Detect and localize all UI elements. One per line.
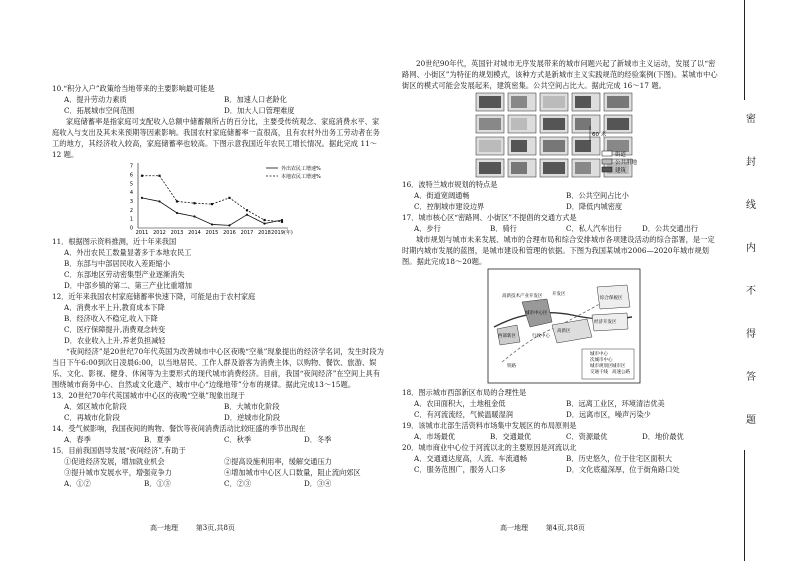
page-footer-left: 高一地理 第3页,共8页 [150,524,235,532]
building-footprint [607,118,629,130]
question-13: 13．20世纪70年代英国城市中心区的夜晚“空巢”现象出现于 [52,391,245,400]
question-18: 18．图示城市西部新区布局的合理性是 [402,388,527,397]
option[interactable]: B．交通最优 [490,432,532,441]
building-footprint [479,118,501,130]
seal-char: 答 [746,372,756,383]
data-point [228,197,230,199]
sub-items-15 [52,456,384,467]
map-legend: 城市区 [612,364,626,369]
option[interactable]: B．骑行 [490,224,517,233]
option[interactable]: C．拓展城市空间范围 [64,106,135,115]
seal-char: 封 [746,157,756,168]
y-tick-label: 0 [129,225,133,232]
building-footprint [479,162,501,174]
data-point [246,209,248,211]
building-footprint [511,162,527,174]
passage-urban-plan: 城市规划与城市未来发展、城市的合理布局和综合安排城市各项建设活动的综合部署，是一定时期内城市发展的蓝图，是城市建设和管理的依据。下图为我国某城市2006—2020年城市规划图。据此完成18～20题。 [402,235,715,266]
building-footprint [543,162,565,174]
x-tick-label: 2016 [223,230,236,236]
question-17: 17．城市核心区“密路网、小街区”不提倡的交通方式是 [402,213,577,222]
map-label: 城市中心区 [525,311,548,316]
map-legend: 高速公路 [612,370,630,375]
options-18 [402,398,718,409]
building-footprint [607,140,629,152]
options-10b [52,105,384,116]
building-footprint [543,140,565,152]
map-label: 经济开发区 [594,320,617,325]
options-14 [52,434,384,445]
sub-item: ④增加城市中心区人口数量，阻止流向郊区 [224,468,361,477]
option[interactable]: B．历史悠久，位于住宅区面积大 [566,454,672,463]
data-point [211,203,213,205]
map-label: 铁路 [507,364,516,369]
data-point [246,214,248,216]
data-point [193,215,195,217]
data-point [158,175,160,177]
sub-item: ③提升城市发展水平，增强竞争力 [64,468,172,477]
x-tick-label: 2013 [170,230,184,236]
legend-public: 公共用地 [615,160,638,166]
series-line [142,198,282,225]
question-11: 11．根据图示资料推测，近十年来我国 [52,237,177,246]
legend-label: 外出农民工增速% [281,165,321,172]
x-tick-label: 2018 [258,230,271,236]
option[interactable]: C．私人汽车出行 [566,224,622,233]
migrant-worker-chart [52,160,384,236]
data-point [141,175,143,177]
building-footprint [511,96,527,108]
city-plan-map [402,267,718,387]
seal-char: 线 [746,200,756,211]
legend-building: 建筑 [615,168,627,174]
data-point [263,222,265,224]
option[interactable]: B．大城市化阶段 [224,402,280,411]
options-15 [52,478,384,489]
y-tick-label: 7 [129,163,133,170]
map-label: 开发区 [552,292,566,297]
data-point [176,200,178,202]
option[interactable]: D．降低内城密度 [566,202,623,211]
passage-new-urbanism: 20世纪90年代，英国针对城市无序发展带来的城市问题兴起了新城市主义运动，发展了以“密路网、小街区”为特征的规划模式，该种方式是新城市主义实践规范的经验案例(下图)。某城市中心街区的模式可能会发展起来，建筑密集。公共空间占比大。据此完成 16～17 题。 [402,59,718,90]
seal-line-bottom [744,450,745,561]
sub-items-15b [52,467,384,478]
legend-street: 街道 [615,152,627,158]
option[interactable]: D．加大人口管理难度 [224,106,295,115]
y-tick-label: 2 [129,207,133,214]
x-tick-label: 2019(年) [271,230,293,236]
seal-char: 不 [746,286,756,297]
seal-char: 得 [746,329,756,340]
option[interactable]: A．外出农民工数量显著多于本地农民工 [64,248,192,257]
option[interactable]: C．东部地区劳动密集型产业逐渐消失 [64,270,185,279]
seal-line-top [744,0,745,100]
building-footprint [543,118,565,130]
data-point [228,224,230,226]
option[interactable]: D．③④ [304,479,332,488]
seal-notice [739,110,763,454]
data-point [281,221,283,223]
question-14: 14．受气候影响，我国夜间的购物、餐饮等夜间消费活动比较旺盛的季节出现在 [52,424,306,433]
option[interactable]: A．市场最优 [414,432,456,441]
option[interactable]: A．街道宽阔通畅 [414,191,470,200]
options-10 [52,94,384,105]
page-footer-right: 高一地理 第4页,共8页 [500,524,585,532]
map-legend: 次城市中心 [590,358,613,363]
options-17 [402,223,718,234]
y-tick-label: 5 [129,181,133,188]
option[interactable]: C．资源最优 [566,432,608,441]
y-tick-label: 3 [129,199,133,206]
left-page [52,0,384,489]
data-point [263,219,265,221]
options-20 [402,453,718,464]
option[interactable]: C．秋季 [224,435,252,444]
building-footprint [511,118,527,130]
data-point [141,197,143,199]
option[interactable]: B．经济收入不稳定,收入下降 [64,314,158,323]
options-13 [52,401,384,412]
seal-char: 内 [746,243,756,254]
option[interactable]: D．农业收入上升,养老负担减轻 [64,336,166,345]
y-tick-label: 4 [129,190,133,197]
building-footprint [543,96,565,108]
building-footprint [575,162,591,174]
option[interactable]: C．控制城市建设边界 [414,202,485,211]
seal-char: 题 [746,415,756,426]
map-label: 西部新区 [498,334,516,339]
option[interactable]: B．公共空间占比小 [566,191,629,200]
x-tick-label: 2011 [135,230,149,236]
option[interactable]: A．郊区城市化阶段 [64,402,127,411]
legend-street-swatch [602,151,612,156]
right-page [402,0,718,475]
options-13b [52,412,384,423]
question-20: 20．城市商业中心位于河流以北的主要原因是河流以北 [402,443,577,452]
option[interactable]: D．地价最优 [642,432,684,441]
map-label: 行政中心 [532,334,550,339]
question-15: 15．目前我国倡导发展“夜间经济”,有助于 [52,446,186,455]
legend-public-swatch [602,159,612,164]
x-tick-label: 2015 [205,230,219,236]
option[interactable]: D．远离市区，噪声污染少 [566,410,651,419]
question-19: 19．该城市北部生活资料市场集中发展区的布局原则是 [402,421,577,430]
scale-label: 60 米 [592,132,607,138]
passage-night-economy: “夜间经济”是20世纪70年代英国为改善城市中心区夜晚“空巢”现象提出的经济学名词，发生时段为当日下午6:00到次日凌晨6:00，以当地居民、工作人群及游客为消费主体，以购物、餐饮、旅游、娱乐、文化、影视、健身、休闲等为主要形式的现代城市消费经济。目前，我国“夜间经济”在空间上具有围绕城市商务中心、自然或文化遗产、城市中心“边缘地带”分布的规律。据此完成13～15题。 [52,347,385,389]
building-footprint [607,96,629,108]
building-footprint [479,140,501,152]
data-point [176,212,178,214]
data-point [193,202,195,204]
option[interactable]: C．医疗保障提升,消费观念转变 [64,325,166,334]
block-grid-figure [402,91,718,179]
sub-item: ①促进经济发展，增加就业机会 [64,457,165,466]
option[interactable]: A．①② [64,479,91,488]
option[interactable]: B．夏季 [144,435,171,444]
option[interactable]: B．加速人口老龄化 [224,95,287,104]
data-point [211,223,213,225]
question-16: 16．波特兰城市规划的特点是 [402,180,498,189]
option[interactable]: D．冬季 [304,435,332,444]
option[interactable]: C．再城市化阶段 [64,413,120,422]
map-legend: 交通干线 [590,370,608,375]
y-tick-label: 1 [129,216,133,223]
building-footprint [575,118,591,130]
options-19 [402,431,718,442]
legend-label: 本地农民工增速% [281,173,321,180]
x-tick-label: 2017 [240,230,254,236]
map-label: 高新技术产业开发区 [502,294,543,299]
option[interactable]: D．逆城市化阶段 [224,413,281,422]
option[interactable]: B．远离工业区，环境清洁优美 [566,399,665,408]
option[interactable]: B．东部与中部居民收入差距缩小 [64,259,170,268]
option[interactable]: C．有河流流经，气候温暖湿润 [414,410,513,419]
data-point [158,200,160,202]
y-tick-label: 6 [129,172,133,179]
option[interactable]: A．步行 [414,224,441,233]
question-10: 10.“积分入户”政策给当地带来的主要影响最可能是 [52,84,215,93]
option[interactable]: A．春季 [64,435,91,444]
sub-item: ②提高设施利用率，缓解交通压力 [224,457,332,466]
options-18b [402,409,718,420]
building-footprint [575,140,591,152]
option[interactable]: C．服务范围广，服务人口多 [414,465,506,474]
building-footprint [479,96,501,108]
question-12: 12．近年来我国农村家庭储蓄率快速下降，可能是由于农村家庭 [52,292,256,301]
map-label: 高新区 [557,329,571,334]
option[interactable]: C．②③ [224,479,252,488]
option[interactable]: A．提升劳动力素质 [64,95,127,104]
options-16b [402,201,718,212]
map-legend: 城市规划区 [590,364,613,369]
option[interactable]: D．公共交通出行 [642,224,699,233]
series-line [142,176,282,222]
option[interactable]: A．农田面积大，土地租金低 [414,399,506,408]
option[interactable]: A．交通通达度高，人流、车流通畅 [414,454,528,463]
x-tick-label: 2014 [188,230,201,236]
legend-building-swatch [602,167,612,172]
option[interactable]: A．消费水平上升,教育成本下降 [64,303,165,312]
map-legend: 城市中心 [590,352,608,357]
passage-savings: 家庭储蓄率是指家庭可支配收入总额中储蓄额所占的百分比，主要受传统观念、家庭消费水平、家庭收入与支出及其未来预期等因素影响。我国农村家庭储蓄率一直很高，且有农村外出务工劳动者在务工的地方，其经济收入较高，家庭储蓄率也较高。下图示意我国近年农民工增长情况。据此完成 11～12 题。 [52,117,380,159]
map-label: 综合保税区 [600,296,623,301]
option[interactable]: B．①③ [144,479,171,488]
options-20b [402,464,718,475]
options-16 [402,190,718,201]
building-footprint [511,140,527,152]
x-tick-label: 2012 [153,230,166,236]
building-footprint [575,96,591,108]
option[interactable]: D．中部乡镇的第二、第三产业比重增加 [64,281,192,290]
seal-char: 密 [746,114,756,125]
option[interactable]: D．文化底蕴深厚，位于街角路口处 [566,465,680,474]
